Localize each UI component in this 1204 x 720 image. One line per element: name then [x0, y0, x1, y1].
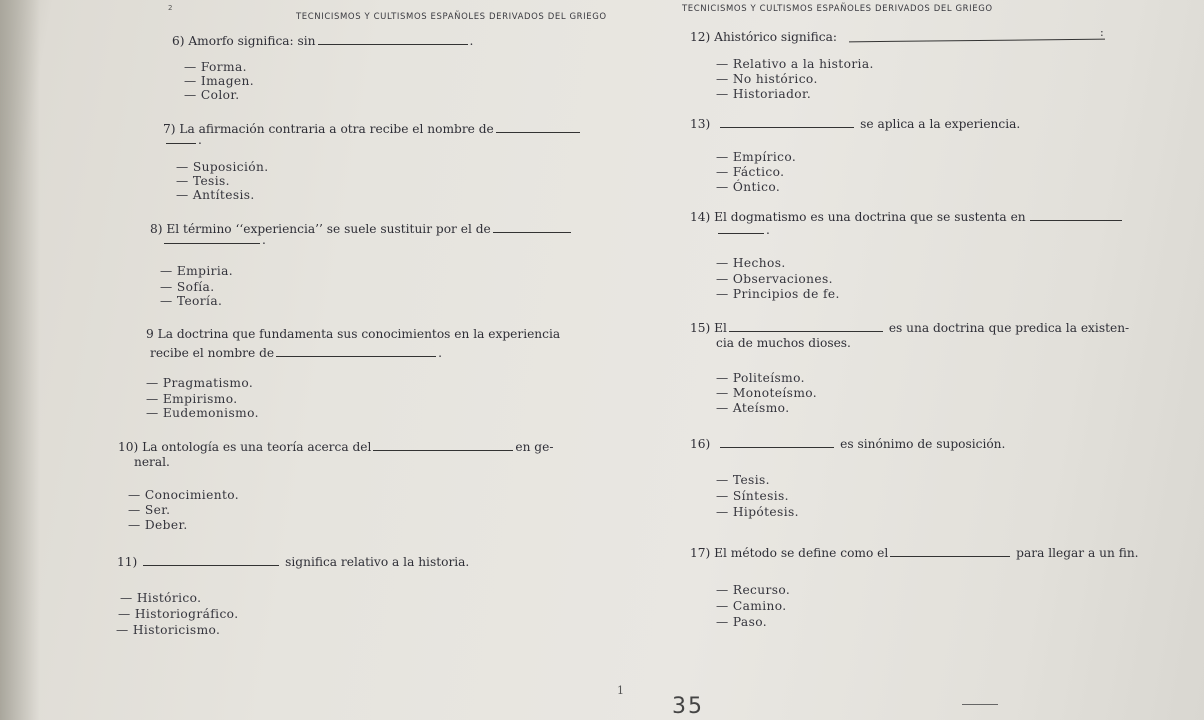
q16-option-3: — Hipótesis.: [716, 505, 799, 519]
question-7: [163, 122, 582, 136]
q12-answer-line-end: :: [1100, 26, 1104, 39]
question-7-line2: [164, 133, 202, 147]
q9-option-2: — Empirismo.: [146, 392, 238, 406]
question-9-blank[interactable]: [276, 355, 436, 357]
question-16-number: 16): [690, 437, 711, 451]
question-15-text-end: es una doctrina que predica la existen-: [888, 321, 1130, 335]
question-16-blank[interactable]: [720, 446, 834, 448]
question-15-line2: cia de muchos dioses.: [716, 336, 851, 350]
question-6: [172, 34, 473, 48]
q10-option-2: — Ser.: [128, 503, 171, 517]
question-14: [690, 210, 1124, 224]
question-9-end: .: [438, 346, 442, 360]
q13-option-3: — Óntico.: [716, 180, 781, 194]
question-13-blank[interactable]: [720, 126, 854, 128]
question-9-line2: [150, 346, 442, 360]
q8-option-2: — Sofía.: [160, 280, 215, 294]
question-10: [118, 440, 553, 454]
q17-option-1: — Recurso.: [716, 583, 791, 597]
question-6-blank[interactable]: [318, 43, 468, 45]
q9-option-1: — Pragmatismo.: [146, 376, 254, 390]
question-17-text-end: para llegar a un fin.: [1016, 546, 1139, 560]
q8-option-3: — Teoría.: [160, 294, 223, 308]
q17-option-2: — Camino.: [716, 599, 787, 613]
question-13-text: se aplica a la experiencia.: [860, 117, 1021, 131]
q14-option-1: — Hechos.: [716, 256, 786, 270]
q15-option-2: — Monoteísmo.: [716, 386, 818, 400]
q16-option-1: — Tesis.: [716, 473, 770, 487]
q15-option-3: — Ateísmo.: [716, 401, 790, 415]
question-10-blank[interactable]: [373, 449, 513, 451]
handwritten-number: 35: [672, 694, 704, 719]
question-15-blank[interactable]: [729, 330, 883, 332]
q11-option-1: — Histórico.: [120, 591, 202, 605]
q10-option-3: — Deber.: [128, 518, 188, 532]
q13-option-2: — Fáctico.: [716, 165, 785, 179]
q11-option-2: — Historiográfico.: [118, 607, 239, 621]
question-11-blank[interactable]: [143, 564, 279, 566]
page-shadow: [0, 0, 40, 720]
pencil-stroke: [962, 704, 998, 705]
q6-option-1: — Forma.: [184, 60, 247, 74]
question-11-number: 11): [117, 555, 138, 569]
question-17-blank[interactable]: [890, 555, 1010, 557]
q14-option-2: — Observaciones.: [716, 272, 833, 286]
q10-option-1: — Conocimiento.: [128, 488, 240, 502]
q12-option-1: — Relativo a la historia.: [716, 57, 874, 71]
q11-option-3: — Historicismo.: [116, 623, 221, 637]
question-9: 9 La doctrina que fundamenta sus conocimientos en la experiencia: [146, 327, 561, 341]
question-12-text: 12) Ahistórico significa:: [690, 30, 837, 44]
question-7-blank[interactable]: [496, 131, 580, 133]
question-8-blank[interactable]: [493, 231, 571, 233]
question-11-text: significa relativo a la historia.: [285, 555, 470, 569]
right-running-header: TECNICISMOS Y CULTISMOS ESPAÑOLES DERIVADOS DEL GRIEGO: [682, 4, 993, 14]
question-15: [690, 321, 1129, 335]
question-14-end: .: [766, 223, 770, 237]
q8-option-1: — Empiria.: [160, 264, 234, 278]
q14-option-3: — Principios de fe.: [716, 287, 840, 301]
page-number: 2: [168, 4, 173, 12]
question-10-text-mid: en ge-: [515, 440, 554, 454]
q6-option-3: — Color.: [184, 88, 240, 102]
question-11: [117, 555, 469, 569]
question-13-number: 13): [690, 117, 711, 131]
question-8-line2: [162, 233, 266, 247]
question-14-blank[interactable]: [1030, 219, 1122, 221]
q12-option-2: — No histórico.: [716, 72, 818, 86]
question-6-text: 6) Amorfo significa: sin: [172, 34, 316, 48]
question-17: [690, 546, 1139, 560]
question-7-end: .: [198, 133, 202, 147]
question-16-text: es sinónimo de suposición.: [840, 437, 1006, 451]
question-10-text: 10) La ontología es una teoría acerca del: [118, 440, 372, 454]
question-14-line2: [716, 223, 770, 237]
q9-option-3: — Eudemonismo.: [146, 406, 259, 420]
q15-option-1: — Politeísmo.: [716, 371, 805, 385]
left-running-header: TECNICISMOS Y CULTISMOS ESPAÑOLES DERIVADOS DEL GRIEGO: [296, 12, 607, 22]
question-6-end: .: [469, 34, 474, 48]
q12-option-3: — Historiador.: [716, 87, 812, 101]
question-8-end: .: [262, 233, 266, 247]
question-8-blank-cont[interactable]: [164, 242, 260, 244]
q7-option-1: — Suposición.: [176, 160, 269, 174]
question-14-blank-cont[interactable]: [718, 232, 764, 234]
question-9-text2: recibe el nombre de: [150, 346, 275, 360]
question-15-text: 15) El: [690, 321, 727, 335]
question-8-text: 8) El término ‘‘experiencia’’ se suele sustituir por el de: [150, 222, 491, 236]
question-17-text: 17) El método se define como el: [690, 546, 889, 560]
question-12: [690, 30, 1107, 44]
q7-option-3: — Antítesis.: [176, 188, 255, 202]
question-12-blank[interactable]: [849, 38, 1105, 43]
q7-option-2: — Tesis.: [176, 174, 230, 188]
q17-option-3: — Paso.: [716, 615, 768, 629]
question-7-blank-cont[interactable]: [166, 142, 196, 144]
question-14-text: 14) El dogmatismo es una doctrina que se sustenta en: [690, 210, 1026, 224]
question-16: [690, 437, 1005, 451]
q13-option-1: — Empírico.: [716, 150, 797, 164]
q16-option-2: — Síntesis.: [716, 489, 789, 503]
question-7-text: 7) La afirmación contraria a otra recibe el nombre de: [163, 122, 494, 136]
handwritten-mark: 1: [617, 684, 624, 697]
question-10-line2: neral.: [134, 455, 170, 469]
question-13: [690, 117, 1020, 131]
q6-option-2: — Imagen.: [184, 74, 255, 88]
